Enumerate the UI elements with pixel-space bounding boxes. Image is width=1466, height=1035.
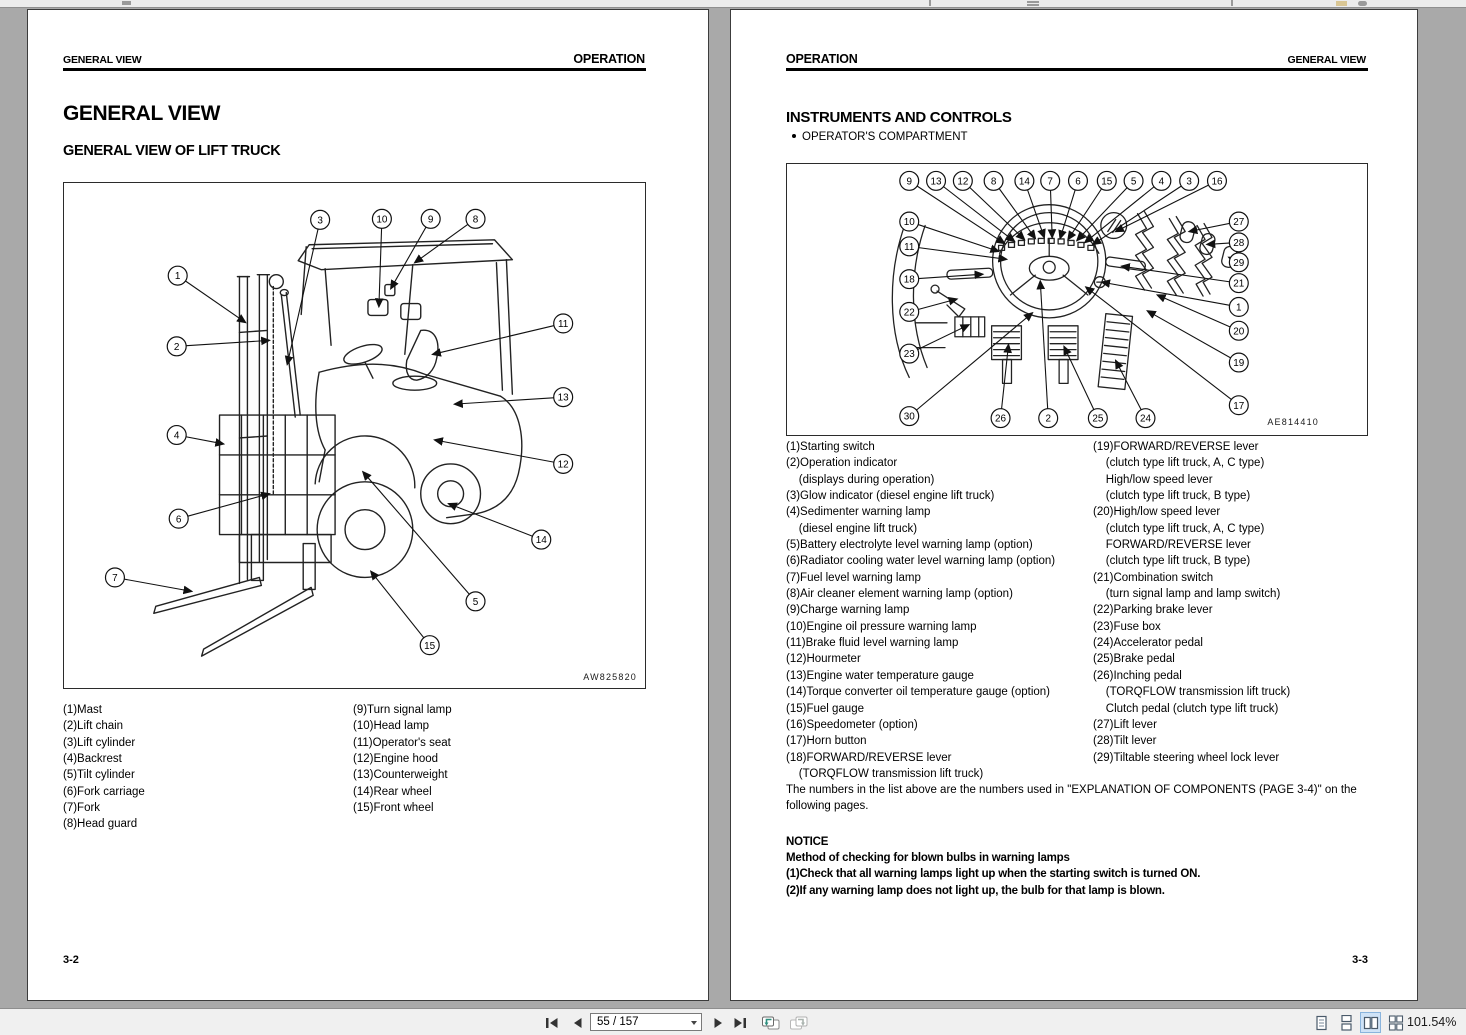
page-title: GENERAL VIEW — [63, 102, 220, 125]
running-head-section: GENERAL VIEW — [63, 54, 142, 66]
svg-text:14: 14 — [535, 535, 547, 547]
continuous-scroll-icon — [1339, 1015, 1354, 1031]
running-head-section: GENERAL VIEW — [1287, 54, 1366, 66]
header-rule — [786, 68, 1368, 71]
list-line: FORWARD/REVERSE lever — [1093, 539, 1251, 552]
svg-text:20: 20 — [1233, 326, 1245, 338]
list-line: (14)Rear wheel — [353, 785, 432, 798]
list-line: (24)Accelerator pedal — [1093, 637, 1203, 650]
list-line: (10)Head lamp — [353, 720, 430, 733]
list-line: (25)Brake pedal — [1093, 653, 1175, 666]
last-page-button[interactable] — [729, 1012, 751, 1033]
toolbar-icon-fragment — [1027, 1, 1039, 3]
bullet-dot — [792, 134, 796, 138]
svg-text:22: 22 — [903, 307, 915, 319]
single-page-icon — [1314, 1015, 1329, 1031]
svg-text:15: 15 — [424, 640, 436, 652]
list-line: (1)Mast — [63, 704, 102, 716]
previous-view-button[interactable] — [759, 1012, 781, 1033]
running-head-chapter: OPERATION — [573, 52, 645, 66]
svg-text:6: 6 — [175, 514, 182, 526]
svg-text:2: 2 — [1045, 413, 1051, 425]
dashboard-diagram — [787, 164, 1367, 435]
list-line: (6)Fork carriage — [63, 785, 145, 798]
svg-text:7: 7 — [1047, 176, 1053, 188]
continuous-view-button[interactable] — [1336, 1012, 1357, 1033]
toolbar-icon-fragment — [1027, 4, 1039, 6]
forklift-figure — [63, 182, 646, 689]
top-toolbar-clipped — [0, 0, 1466, 8]
section-title: INSTRUMENTS AND CONTROLS — [786, 109, 1012, 126]
reference-note: The numbers in the list above are the numbers used in "EXPLANATION OF COMPONENTS (PAGE 3-4)" on the following pages. — [786, 784, 1357, 813]
svg-text:24: 24 — [1139, 413, 1152, 425]
controls-list-col2 — [1093, 439, 1290, 766]
list-line: (9)Turn signal lamp — [353, 704, 452, 716]
svg-text:13: 13 — [557, 392, 569, 404]
dashboard-figure — [786, 163, 1368, 436]
two-page-scroll-icon — [1388, 1015, 1404, 1031]
svg-text:30: 30 — [903, 411, 915, 423]
page-number: 3-3 — [1352, 954, 1368, 966]
list-line: (13)Counterweight — [353, 769, 448, 782]
list-line: (23)Fuse box — [1093, 620, 1161, 633]
next-view-button[interactable] — [787, 1012, 809, 1033]
list-line: (5)Battery electrolyte level warning lamp (option) — [786, 539, 1033, 552]
list-line: (13)Engine water temperature gauge — [786, 669, 974, 682]
svg-text:23: 23 — [903, 349, 915, 361]
page-number: 3-2 — [63, 954, 79, 966]
single-page-view-button[interactable] — [1311, 1012, 1332, 1033]
bullet-item — [786, 131, 968, 143]
svg-text:16: 16 — [1211, 176, 1223, 188]
notice-lines — [786, 850, 1370, 899]
forklift-callouts — [105, 209, 572, 654]
magnifier-icon-fragment — [1358, 1, 1367, 6]
svg-text:14: 14 — [1018, 176, 1030, 188]
toolbar-icon-fragment — [1231, 0, 1233, 6]
svg-text:11: 11 — [904, 241, 915, 253]
list-line: (1)Check that all warning lamps light up when the starting switch is turned ON. — [786, 868, 1201, 881]
svg-text:8: 8 — [472, 214, 479, 226]
list-line: (3)Glow indicator (diesel engine lift truck) — [786, 490, 995, 503]
svg-text:28: 28 — [1233, 237, 1245, 249]
list-line: (12)Hourmeter — [786, 653, 861, 666]
svg-text:6: 6 — [1075, 176, 1081, 188]
list-line: Method of checking for blown bulbs in warning lamps — [786, 852, 1070, 865]
list-line: (19)FORWARD/REVERSE lever — [1093, 441, 1259, 453]
previous-page-button[interactable] — [566, 1012, 588, 1033]
page-number-combobox[interactable] — [590, 1013, 702, 1031]
running-head-chapter: OPERATION — [786, 52, 858, 66]
next-view-icon — [788, 1015, 809, 1031]
header-rule — [63, 68, 646, 71]
list-line: (29)Tiltable steering wheel lock lever — [1093, 751, 1280, 764]
list-line: (5)Tilt cylinder — [63, 769, 135, 782]
svg-text:7: 7 — [112, 573, 118, 585]
svg-text:3: 3 — [1186, 176, 1192, 188]
list-line: (21)Combination switch — [1093, 571, 1214, 584]
list-line: (4)Backrest — [63, 753, 122, 766]
list-line: (8)Air cleaner element warning lamp (option) — [786, 588, 1013, 601]
list-line: (4)Sedimenter warning lamp — [786, 506, 931, 519]
svg-text:1: 1 — [174, 271, 181, 283]
figure-code: AW825820 — [583, 672, 637, 682]
parts-list-col1 — [63, 702, 145, 833]
svg-text:3: 3 — [317, 215, 323, 227]
list-line: (10)Engine oil pressure warning lamp — [786, 620, 977, 633]
svg-text:25: 25 — [1092, 413, 1104, 425]
list-line: (16)Speedometer (option) — [786, 718, 918, 731]
next-page-icon — [713, 1017, 724, 1029]
list-line: (6)Radiator cooling water level warning lamp (option) — [786, 555, 1056, 568]
list-line: (clutch type lift truck, B type) — [1093, 555, 1251, 568]
svg-text:9: 9 — [427, 214, 434, 226]
list-line: (2)If any warning lamp does not light up, the bulb for that lamp is blown. — [786, 884, 1165, 897]
chevron-down-icon[interactable] — [691, 1021, 697, 1025]
list-line: (11)Operator's seat — [353, 736, 451, 749]
list-line: (7)Fuel level warning lamp — [786, 571, 921, 584]
first-page-icon — [545, 1017, 559, 1029]
svg-text:18: 18 — [903, 274, 915, 286]
list-line: (12)Engine hood — [353, 753, 439, 766]
toolbar-icon-fragment — [929, 0, 931, 6]
bottom-navigation-toolbar — [0, 1008, 1466, 1035]
section-title: GENERAL VIEW OF LIFT TRUCK — [63, 143, 281, 159]
list-line: (20)High/low speed lever — [1093, 506, 1221, 519]
svg-text:9: 9 — [906, 176, 912, 188]
list-line: (22)Parking brake lever — [1093, 604, 1213, 617]
list-line: (diesel engine lift truck) — [786, 522, 918, 535]
list-line: (1)Starting switch — [786, 441, 875, 453]
two-page-continuous-button[interactable] — [1385, 1012, 1406, 1033]
figure-code: AE814410 — [1267, 417, 1319, 427]
svg-text:11: 11 — [558, 319, 569, 331]
previous-view-icon — [760, 1015, 781, 1031]
controls-list-col1 — [786, 439, 1055, 782]
list-line: (8)Head guard — [63, 818, 138, 831]
svg-text:17: 17 — [1233, 400, 1245, 412]
svg-text:21: 21 — [1233, 278, 1245, 290]
svg-text:8: 8 — [990, 176, 997, 188]
first-page-button[interactable] — [541, 1012, 563, 1033]
list-line: Clutch pedal (clutch type lift truck) — [1093, 702, 1279, 715]
parts-list-col2 — [353, 702, 452, 816]
zoom-level-readout: 101.54% — [1407, 1015, 1457, 1029]
svg-text:12: 12 — [557, 459, 569, 471]
svg-text:15: 15 — [1101, 176, 1113, 188]
svg-text:13: 13 — [930, 176, 942, 188]
list-line: (7)Fork — [63, 802, 101, 815]
last-page-icon — [733, 1017, 747, 1029]
two-page-icon — [1363, 1015, 1379, 1031]
svg-text:27: 27 — [1233, 217, 1245, 229]
document-page-right — [730, 9, 1418, 1001]
list-line: (17)Horn button — [786, 735, 867, 748]
page-number-input[interactable] — [597, 1015, 683, 1029]
bullet-label: OPERATOR'S COMPARTMENT — [802, 131, 968, 143]
svg-text:10: 10 — [376, 214, 388, 226]
svg-text:2: 2 — [173, 341, 180, 353]
toolbar-icon-fragment — [1336, 1, 1347, 6]
list-line: High/low speed lever — [1093, 473, 1213, 486]
list-line: (clutch type lift truck, A, C type) — [1093, 522, 1265, 535]
svg-text:5: 5 — [472, 596, 479, 608]
svg-text:1: 1 — [1236, 302, 1242, 314]
list-line: (3)Lift cylinder — [63, 736, 136, 749]
next-page-button[interactable] — [707, 1012, 729, 1033]
svg-text:19: 19 — [1233, 358, 1245, 370]
notice-block — [786, 834, 1370, 899]
list-line: (TORQFLOW transmission lift truck) — [1093, 686, 1291, 699]
list-line: (9)Charge warning lamp — [786, 604, 910, 617]
list-line: (26)Inching pedal — [1093, 669, 1182, 682]
forklift-art — [154, 240, 522, 656]
list-line: (18)FORWARD/REVERSE lever — [786, 751, 952, 764]
list-line: (15)Fuel gauge — [786, 702, 864, 715]
svg-text:4: 4 — [173, 430, 180, 442]
list-line: (TORQFLOW transmission lift truck) — [786, 767, 984, 780]
svg-text:26: 26 — [995, 413, 1007, 425]
svg-text:29: 29 — [1233, 257, 1245, 269]
list-line: (2)Operation indicator — [786, 457, 898, 470]
svg-text:5: 5 — [1130, 176, 1137, 188]
list-line: (displays during operation) — [786, 473, 935, 486]
list-line: (11)Brake fluid level warning lamp — [786, 637, 959, 650]
list-line: (clutch type lift truck, B type) — [1093, 490, 1251, 503]
list-line: (14)Torque converter oil temperature gauge (option) — [786, 686, 1051, 699]
toolbar-icon-fragment — [122, 1, 131, 5]
two-page-view-button[interactable] — [1360, 1012, 1381, 1033]
previous-page-icon — [572, 1017, 583, 1029]
list-line: (turn signal lamp and lamp switch) — [1093, 588, 1281, 601]
forklift-diagram — [64, 183, 645, 688]
document-page-left — [27, 9, 709, 1001]
svg-text:12: 12 — [957, 176, 969, 188]
notice-title: NOTICE — [786, 836, 829, 848]
svg-text:4: 4 — [1158, 176, 1165, 188]
list-line: (15)Front wheel — [353, 802, 434, 815]
list-line: (2)Lift chain — [63, 720, 124, 733]
list-line: (28)Tilt lever — [1093, 735, 1157, 748]
svg-text:10: 10 — [903, 217, 915, 229]
list-line: (27)Lift lever — [1093, 718, 1157, 731]
list-line: (clutch type lift truck, A, C type) — [1093, 457, 1265, 470]
